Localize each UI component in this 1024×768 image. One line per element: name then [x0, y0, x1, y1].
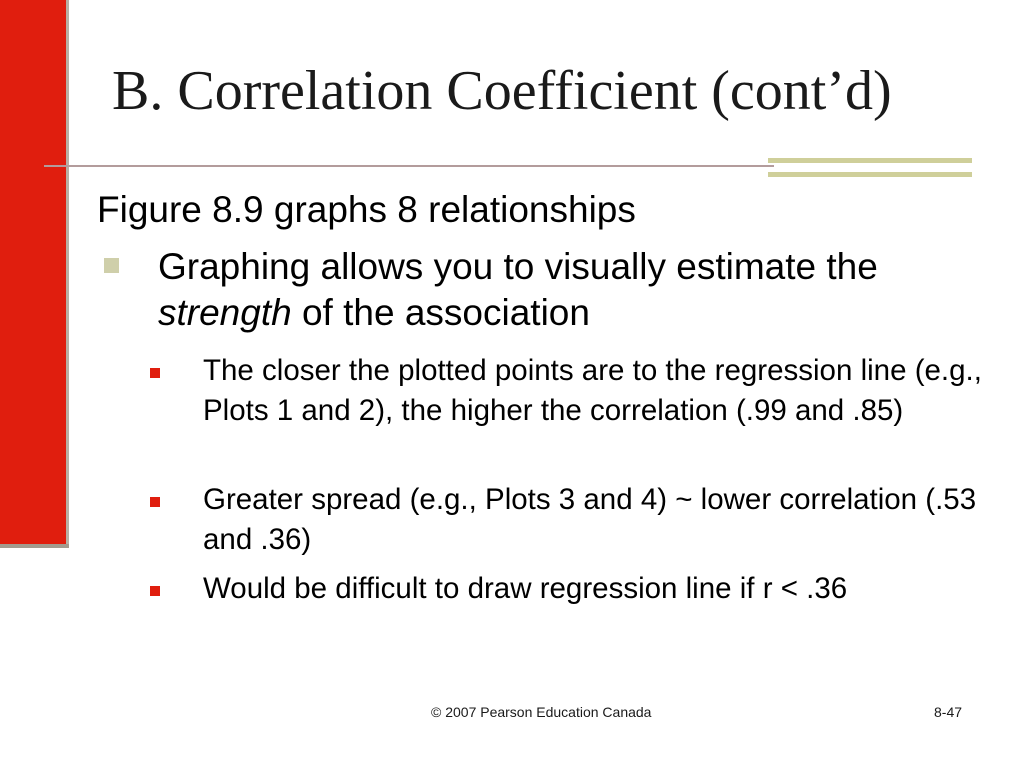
- sub-bullet: The closer the plotted points are to the regression line (e.g., Plots 1 and 2), the higher the correlation (.99 and .85): [203, 354, 982, 427]
- accent-bar-top: [768, 158, 972, 163]
- sub-bullet-square-icon: [150, 368, 160, 378]
- sub-bullet-square-icon: [150, 586, 160, 596]
- main-bullet-text-start: Graphing allows you to visually estimate the: [158, 246, 878, 287]
- left-accent-bar: [0, 0, 66, 546]
- accent-bar-bottom: [768, 172, 972, 177]
- main-bullet-text-end: of the association: [291, 292, 590, 333]
- footer-copyright: © 2007 Pearson Education Canada: [431, 704, 652, 720]
- bullet-square-icon: [104, 258, 119, 273]
- left-accent-bar-shadow: [0, 544, 69, 548]
- title-accent-bars: [768, 158, 972, 180]
- sub-bullet: Greater spread (e.g., Plots 3 and 4) ~ lower correlation (.53 and .36): [203, 483, 977, 556]
- main-bullet-emphasis: strength: [158, 292, 292, 333]
- intro-line: Figure 8.9 graphs 8 relationships: [97, 189, 636, 230]
- sub-bullet: Would be difficult to draw regression line if r < .36: [203, 572, 848, 605]
- main-bullet: [158, 244, 988, 336]
- left-accent-bar-edge: [66, 0, 69, 548]
- footer-page-number: 8-47: [934, 704, 963, 720]
- title-divider: [44, 165, 774, 167]
- slide-title: B. Correlation Coefficient (cont’d): [112, 60, 892, 122]
- sub-bullet-square-icon: [150, 497, 160, 507]
